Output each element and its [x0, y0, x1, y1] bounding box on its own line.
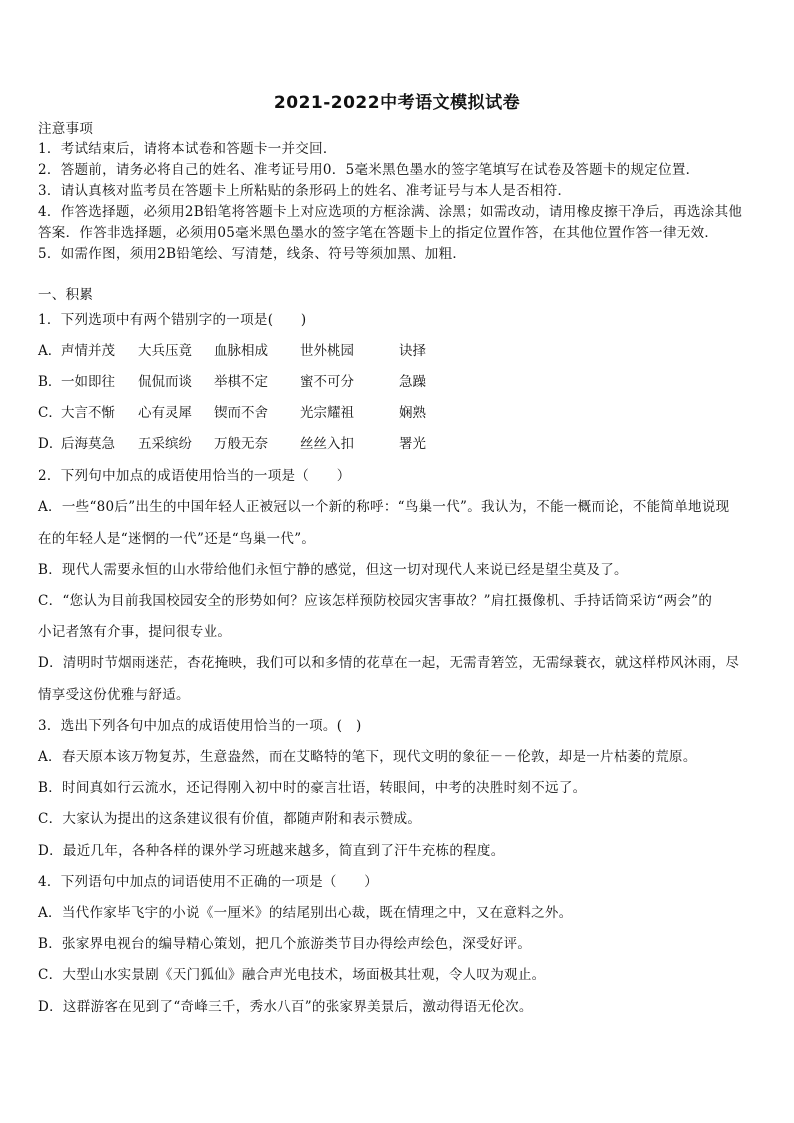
option-row	[38, 404, 738, 422]
option-word: 举棋不定	[214, 374, 268, 390]
option-label: A．	[38, 343, 62, 359]
option-word: 后海莫急	[61, 436, 115, 452]
option-word: 丝丝入扣	[300, 436, 354, 452]
question-line: B．时间真如行云流水，还记得刚入初中时的豪言壮语，转眼间，中考的决胜时刻不远了。	[38, 780, 587, 796]
question-line: C．“您认为目前我国校园安全的形势如何？应该怎样预防校园灾害事故？”肩扛摄像机、手持话筒采访“两会”的	[38, 593, 713, 609]
notice-item: 4．作答选择题，必须用2B铅笔将答题卡上对应选项的方框涂满、涂黑；如需改动，请用橡皮擦干净后，再选涂其他	[38, 204, 743, 220]
question-line: A．春天原本该万物复苏，生意盎然，而在艾略特的笔下，现代文明的象征－－伦敦，却是一片枯萎的荒原。	[38, 749, 697, 765]
notice-item: 2．答题前，请务必将自己的姓名、准考证号用0．5毫米黑色墨水的签字笔填写在试卷及答题卡的规定位置．	[38, 162, 700, 178]
option-row	[38, 435, 738, 453]
option-word: 署光	[399, 436, 426, 452]
question-line: B．现代人需要永恒的山水带给他们永恒宁静的感觉，但这一切对现代人来说已经是望尘莫及了。	[38, 562, 628, 578]
notice-item: 1．考试结束后，请将本试卷和答题卡一并交回．	[38, 141, 337, 157]
option-label: C．	[38, 405, 62, 421]
question-line: C．大型山水实景剧《天门狐仙》融合声光电技术，场面极其壮观，令人叹为观止。	[38, 967, 546, 983]
notice-item: 3．请认真核对监考员在答题卡上所粘贴的条形码上的姓名、准考证号与本人是否相符．	[38, 183, 572, 199]
question-line: D．最近几年，各种各样的课外学习班越来越多，简直到了汗牛充栋的程度。	[38, 843, 505, 859]
option-word: 蜜不可分	[300, 374, 354, 390]
option-label: B．	[38, 374, 62, 390]
question-line: B．张家界电视台的编导精心策划，把几个旅游类节目办得绘声绘色，深受好评。	[38, 936, 532, 952]
option-row	[38, 342, 738, 360]
question-stem: 4．下列语句中加点的词语使用不正确的一项是（ ）	[38, 874, 379, 890]
option-word: 心有灵犀	[138, 405, 192, 421]
question-line: D．这群游客在见到了“奇峰三千，秀水八百”的张家界美景后，激动得语无伦次。	[38, 999, 533, 1015]
question-line: A．一些“80后”出生的中国年轻人正被冠以一个新的称呼：“鸟巢一代”。我认为，不能一概而论，不能简单地说现	[38, 499, 730, 515]
page-title: 2021-2022中考语文模拟试卷	[273, 93, 521, 113]
option-word: 侃侃而谈	[138, 374, 192, 390]
option-word: 声情并茂	[61, 343, 115, 359]
option-word: 五采缤纷	[138, 436, 192, 452]
option-word: 大兵压竟	[138, 343, 192, 359]
option-word: 一如即往	[61, 374, 115, 390]
option-word: 锲而不舍	[214, 405, 268, 421]
option-word: 大言不惭	[61, 405, 115, 421]
option-word: 急躁	[399, 374, 426, 390]
option-row	[38, 373, 738, 391]
question-line: 在的年轻人是“迷惘的一代”还是“鸟巢一代”。	[38, 531, 316, 547]
question-line: D．清明时节烟雨迷茫，杏花掩映，我们可以和多情的花草在一起，无需青箬笠，无需绿蓑衣，就这样栉风沐雨，尽	[38, 655, 740, 671]
section-heading: 一、积累	[38, 287, 94, 303]
option-word: 万般无奈	[214, 436, 268, 452]
question-line: C．大家认为提出的这条建议很有价值，都随声附和表示赞成。	[38, 811, 422, 827]
question-stem: 3．选出下列各句中加点的成语使用恰当的一项。( )	[38, 718, 362, 734]
notice-item: 答案．作答非选择题，必须用05毫米黑色墨水的签字笔在答题卡上的指定位置作答，在其他位置作答一律无效．	[38, 225, 719, 241]
question-line: 小记者煞有介事，提问很专业。	[38, 624, 232, 640]
option-word: 娴熟	[399, 405, 426, 421]
notice-item: 5．如需作图，须用2B铅笔绘、写清楚，线条、符号等须加黑、加粗．	[38, 246, 467, 262]
question-stem: 1．下列选项中有两个错别字的一项是( )	[38, 312, 307, 328]
question-line: A．当代作家毕飞宇的小说《一厘米》的结尾别出心裁，既在情理之中，又在意料之外。	[38, 905, 573, 921]
option-word: 光宗耀祖	[300, 405, 354, 421]
question-line: 情享受这份优雅与舒适。	[38, 687, 190, 703]
option-word: 诀择	[399, 343, 426, 359]
option-word: 血脉相成	[214, 343, 268, 359]
question-stem: 2．下列句中加点的成语使用恰当的一项是（ ）	[38, 468, 351, 484]
option-label: D．	[38, 436, 63, 452]
notice-heading: 注意事项	[38, 121, 94, 137]
option-word: 世外桃园	[300, 343, 354, 359]
